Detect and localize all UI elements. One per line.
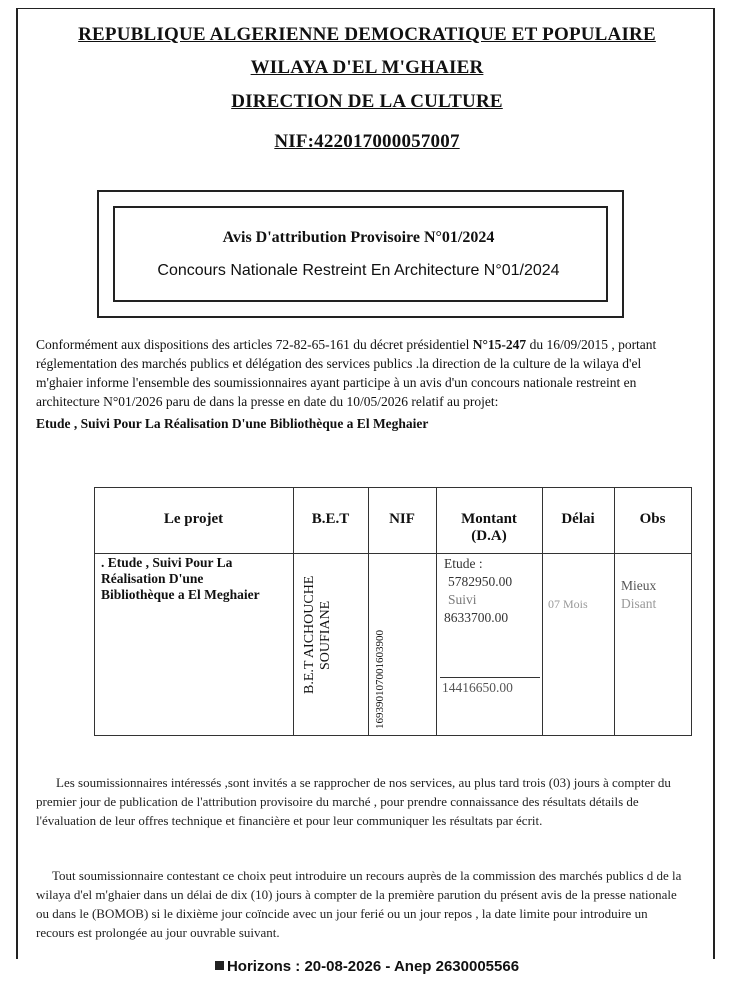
cell-projet-line3: Bibliothèque a El Meghaier <box>101 587 260 602</box>
cell-montant <box>444 555 512 627</box>
notice-inner-box <box>113 206 608 302</box>
cell-nif: 169390107001603900 <box>374 630 386 729</box>
intro-part2: du 16/09/2015 , portant réglementation des marchés publics et délégation des services publics .la direction de la culture de la wilaya d'el m'ghaier informe l'ensemble des soumissionnaires ayant participe à un avis d'un concours nationale restreint en architecture N°01/2026 paru de dans la presse en date du 10/05/2026 relatif au projet: <box>36 337 657 409</box>
results-table <box>94 487 692 736</box>
intro-paragraph <box>36 335 684 411</box>
intro-decree: N°15-247 <box>472 337 527 352</box>
intro-part1: Conformément aux dispositions des articles 72-82-65-161 du décret présidentiel <box>36 337 473 352</box>
paragraph-invitation: Les soumissionnaires intéressés ,sont invités a se rapprocher de nos services, au plus tard trois (03) jours à compter du premier jour de publication de l'attribution provisoire du marché , pour prendre connaissance des résultats détails de l'évaluation de leur offres technique et financière et pour leur communiquer les résultats par écrit. <box>36 775 671 828</box>
cell-projet-line1: . Etude , Suivi Pour La <box>101 555 233 570</box>
header-wilaya: WILAYA D'EL M'GHAIER <box>250 57 484 78</box>
cell-obs-line2: Disant <box>621 596 657 611</box>
cell-bet-line1: B.E.T AICHOUCHE <box>302 575 317 695</box>
footer-publication <box>0 958 734 975</box>
header-republic: REPUBLIQUE ALGERIENNE DEMOCRATIQUE ET POPULAIRE <box>78 24 656 45</box>
header-direction: DIRECTION DE LA CULTURE <box>231 91 503 112</box>
cell-delai: 07 Mois <box>548 597 588 611</box>
table-border-right <box>691 487 692 736</box>
th-obs: Obs <box>639 511 666 527</box>
montant-total: 14416650.00 <box>442 680 513 695</box>
montant-etude-label: Etude : <box>444 556 483 571</box>
th-montant <box>436 511 542 545</box>
cell-projet <box>101 555 260 603</box>
th-nif: NIF <box>389 511 415 527</box>
total-rule <box>440 677 540 678</box>
cell-obs <box>621 577 656 613</box>
cell-projet-line2: Réalisation D'une <box>101 571 204 586</box>
square-bullet-icon <box>215 961 224 970</box>
montant-etude-value: 5782950.00 <box>448 574 513 589</box>
paragraph-recours: Tout soumissionnaire contestant ce choix peut introduire un recours auprès de la commission des marchés publics d de la wilaya d'el m'ghaier dans un délai de dix (10) jours à compter de la première parution du présent avis de la presse nationale ou dans le (BOMOB) si le dixième jour coïncide avec un jour ferié ou un jour repos , la date limite pour introduire un recours est prolongée au jour ouvrable suivant. <box>36 868 682 940</box>
th-bet: B.E.T <box>311 511 350 527</box>
footer-text: Horizons : 20-08-2026 - Anep 2630005566 <box>226 958 520 975</box>
table-header-rule <box>94 553 692 554</box>
cell-obs-line1: Mieux <box>621 578 657 593</box>
cell-bet-line2: SOUFIANE <box>318 600 333 670</box>
montant-suivi-label: Suivi <box>448 592 477 607</box>
header-nif: NIF:422017000057007 <box>274 131 460 152</box>
notice-title: Avis D'attribution Provisoire N°01/2024 <box>222 229 495 246</box>
th-delai: Délai <box>561 511 595 527</box>
montant-suivi-value: 8633700.00 <box>444 610 509 625</box>
table-border-bottom <box>94 735 692 736</box>
table-border-top <box>94 487 692 488</box>
intro-project: Etude , Suivi Pour La Réalisation D'une Bibliothèque a El Meghaier <box>36 416 429 431</box>
notice-subtitle: Concours Nationale Restreint En Architecture N°01/2024 <box>157 262 560 279</box>
th-montant-line2: (D.A) <box>471 528 507 544</box>
cell-bet <box>302 561 334 709</box>
th-montant-line1: Montant <box>461 511 517 527</box>
th-projet: Le projet <box>163 511 224 527</box>
